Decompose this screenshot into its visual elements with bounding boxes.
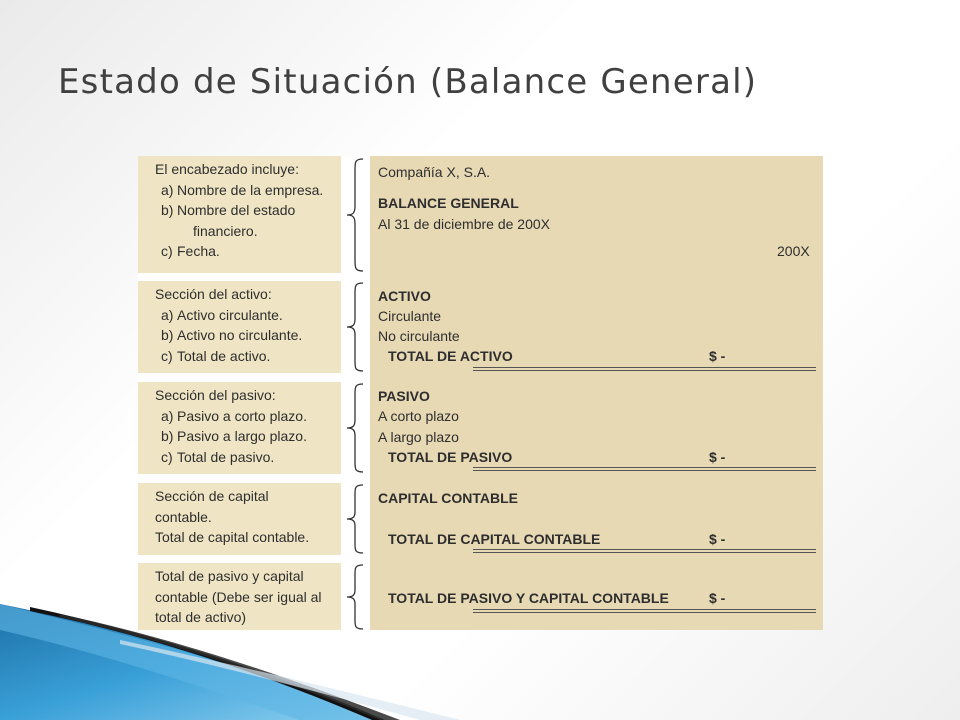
box-line: Sección de capital xyxy=(155,488,269,504)
grand-total-value: $ - xyxy=(709,590,726,606)
balance-sheet-panel xyxy=(370,156,823,630)
statement-date: Al 31 de diciembre de 200X xyxy=(378,216,550,232)
box-line: Total de capital contable. xyxy=(155,529,310,545)
double-underline xyxy=(473,549,816,553)
total-liabilities-label: TOTAL DE PASIVO xyxy=(388,449,513,465)
curly-brace-icon xyxy=(343,158,367,272)
box-line: contable. xyxy=(155,508,212,525)
equity-description-box xyxy=(138,483,341,555)
statement-name: BALANCE GENERAL xyxy=(378,195,519,211)
list-item: a) Pasivo a corto plazo. xyxy=(161,407,307,424)
grand-total-label: TOTAL DE PASIVO Y CAPITAL CONTABLE xyxy=(388,590,669,606)
box-line: contable (Debe ser igual al xyxy=(155,588,322,605)
liabilities-description-box xyxy=(138,382,341,474)
assets-heading: ACTIVO xyxy=(378,288,431,304)
list-item: b) Pasivo a largo plazo. xyxy=(161,428,307,444)
assets-line: No circulante xyxy=(378,328,460,344)
box-line: Total de pasivo y capital xyxy=(155,568,304,584)
list-item: c) Total de activo. xyxy=(161,347,271,364)
double-underline xyxy=(473,467,816,471)
double-underline xyxy=(473,367,816,371)
curly-brace-icon xyxy=(343,484,367,554)
total-assets-label: TOTAL DE ACTIVO xyxy=(388,348,513,364)
total-equity-value: $ - xyxy=(709,531,726,547)
slide-title: Estado de Situación (Balance General) xyxy=(58,62,758,102)
total-assets-value: $ - xyxy=(709,348,726,364)
total-equity-label: TOTAL DE CAPITAL CONTABLE xyxy=(388,531,601,547)
liabilities-line: A corto plazo xyxy=(378,408,459,424)
list-item: a) Nombre de la empresa. xyxy=(161,181,324,198)
box-heading: El encabezado incluye: xyxy=(155,161,299,177)
list-item: c) Fecha. xyxy=(161,243,220,259)
liabilities-heading: PASIVO xyxy=(378,388,430,404)
list-item-continuation: financiero. xyxy=(193,222,258,239)
company-name: Compañía X, S.A. xyxy=(378,164,491,180)
list-item: b) Activo no circulante. xyxy=(161,327,303,343)
liabilities-line: A largo plazo xyxy=(378,429,459,445)
total-liabilities-value: $ - xyxy=(709,449,726,465)
list-item: c) Total de pasivo. xyxy=(161,448,275,465)
curly-brace-icon xyxy=(343,383,367,473)
balance-sheet-figure xyxy=(138,156,823,630)
box-heading: Sección del activo: xyxy=(155,286,272,302)
decorative-swoosh xyxy=(0,560,960,720)
assets-line: Circulante xyxy=(378,308,442,324)
box-heading: Sección del pasivo: xyxy=(155,387,276,403)
list-item: b) Nombre del estado xyxy=(161,202,296,218)
assets-description-box xyxy=(138,281,341,373)
equity-heading: CAPITAL CONTABLE xyxy=(378,490,518,506)
curly-brace-icon xyxy=(343,282,367,372)
header-description-box xyxy=(138,156,341,273)
list-item: a) Activo circulante. xyxy=(161,306,283,323)
box-line: total de activo) xyxy=(155,609,247,625)
year-column-header: 200X xyxy=(777,243,810,259)
